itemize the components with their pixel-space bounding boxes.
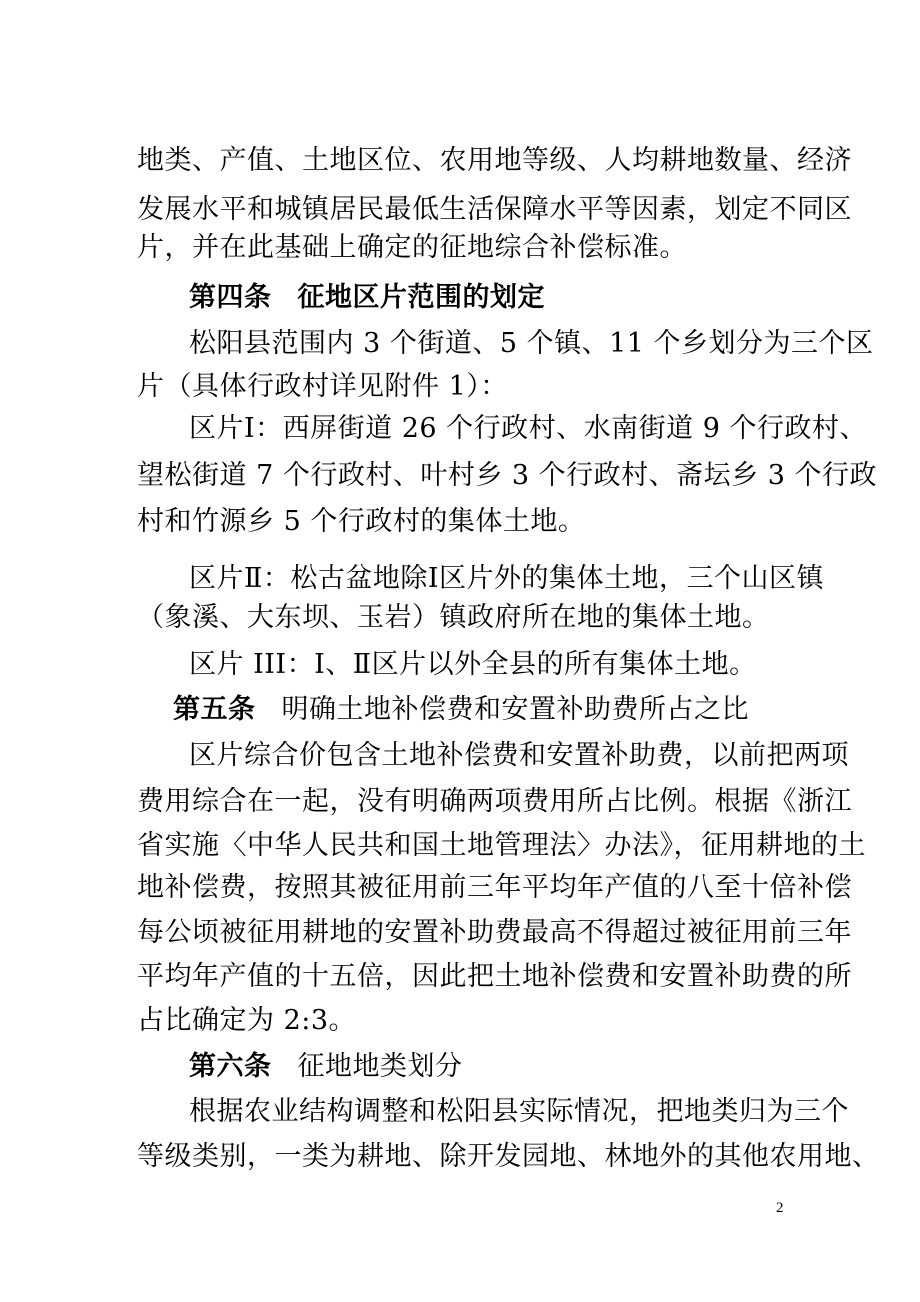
text-line: 费用综合在一起，没有明确两项费用所占比例。根据《浙江 — [137, 786, 852, 817]
text-line: 区片综合价包含土地补偿费和安置补助费，以前把两项 — [189, 740, 849, 771]
text-line: 望松街道 7 个行政村、叶村乡 3 个行政村、斋坛乡 3 个行政 — [137, 460, 878, 491]
text-line: 区片Ⅱ：松古盆地除Ⅰ区片外的集体土地，三个山区镇 — [189, 563, 825, 594]
text-line: 地类、产值、土地区位、农用地等级、人均耕地数量、经济 — [137, 145, 852, 176]
article-number: 第六条 — [189, 1051, 272, 1082]
text-line: 片，并在此基础上确定的征地综合补偿标准。 — [137, 232, 687, 263]
text-line: 根据农业结构调整和松阳县实际情况，把地类归为三个 — [189, 1096, 849, 1127]
text-line: 松阳县范围内 3 个街道、5 个镇、11 个乡划分为三个区 — [189, 328, 874, 359]
article-number: 第四条 — [189, 282, 272, 313]
text-line: 每公顷被征用耕地的安置补助费最高不得超过被征用前三年 — [137, 917, 852, 948]
article-number: 第五条 — [173, 694, 256, 725]
text-line: 区片 III：Ⅰ、Ⅱ区片以外全县的所有集体土地。 — [189, 649, 757, 680]
text-line: 区片Ⅰ：西屏街道 26 个行政村、水南街道 9 个行政村、 — [189, 413, 868, 444]
article-title: 明确土地补偿费和安置补助费所占之比 — [281, 694, 749, 725]
article-4-heading — [189, 283, 545, 313]
text-line: 平均年产值的十五倍，因此把土地补偿费和安置补助费的所 — [137, 961, 852, 992]
text-line: 省实施〈中华人民共和国土地管理法〉办法》，征用耕地的土 — [137, 830, 866, 861]
text-line: 村和竹源乡 5 个行政村的集体土地。 — [137, 506, 586, 537]
text-line: 等级类别，一类为耕地、除开发园地、林地外的其他农用地、 — [137, 1141, 880, 1172]
article-5-heading — [173, 695, 749, 725]
article-title: 征地地类划分 — [297, 1051, 463, 1082]
text-line: 片（具体行政村详见附件 1）： — [137, 371, 508, 402]
text-line: （象溪、大东坝、玉岩）镇政府所在地的集体土地。 — [137, 602, 770, 633]
text-line: 地补偿费，按照其被征用前三年平均年产值的八至十倍补偿 — [137, 872, 852, 903]
text-line: 占比确定为 2:3。 — [137, 1005, 357, 1036]
text-line: 发展水平和城镇居民最低生活保障水平等因素，划定不同区 — [137, 194, 852, 225]
article-6-heading — [189, 1052, 463, 1082]
article-title: 征地区片范围的划定 — [297, 282, 545, 313]
page-number: 2 — [776, 1200, 784, 1216]
